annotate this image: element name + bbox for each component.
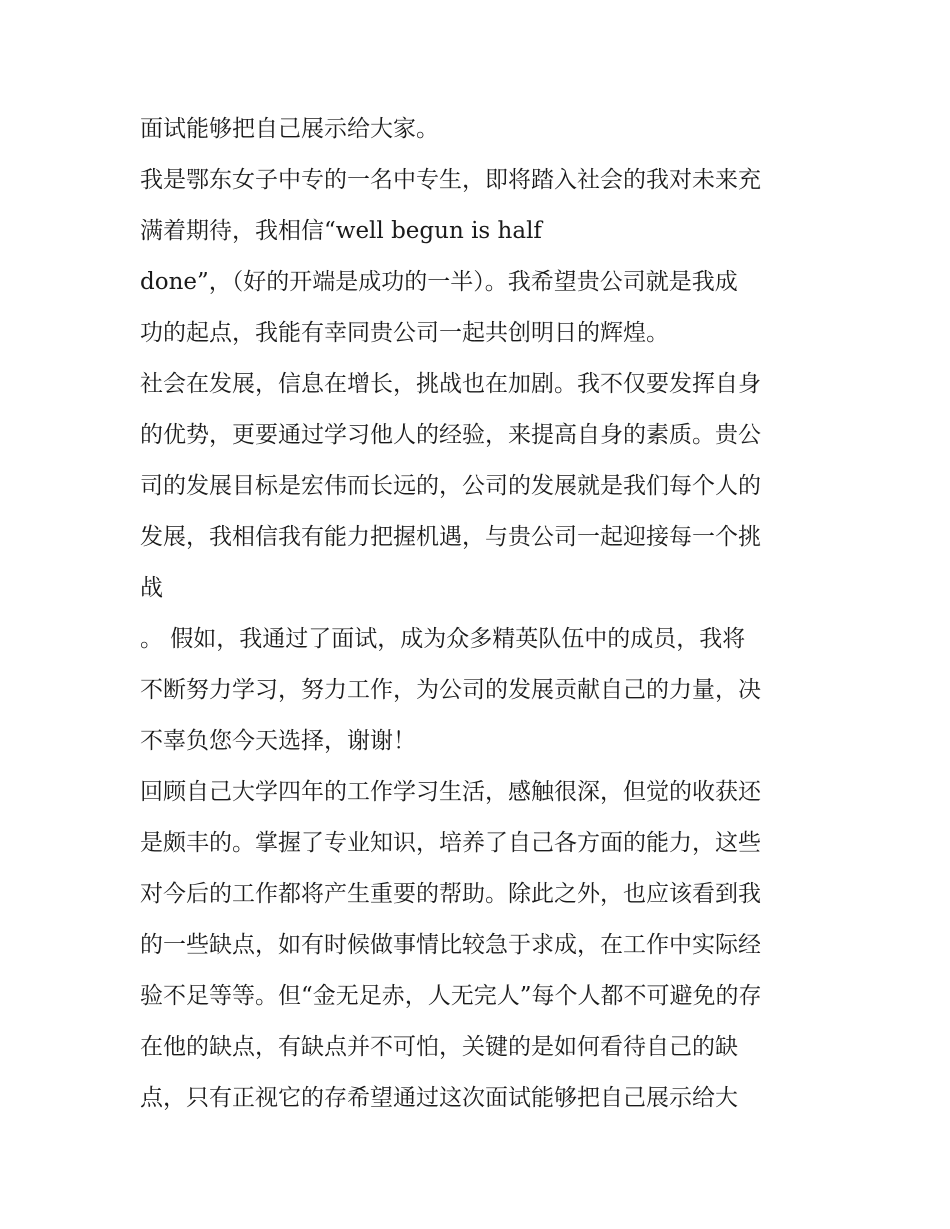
text-line: 是颇丰的。掌握了专业知识，培养了自己各方面的能力，这些 [140,830,761,856]
text-line: 点，只有正视它的存希望通过这次面试能够把自己展示给大 [140,1085,738,1111]
text-line: 回顾自己大学四年的工作学习生活，感触很深，但觉的收获还 [140,779,761,805]
text-line: 不断努力学习，努力工作，为公司的发展贡献自己的力量，决 [140,677,761,703]
text-line: 功的起点，我能有幸同贵公司一起共创明日的辉煌。 [140,320,669,346]
text-line: 。 假如，我通过了面试，成为众多精英队伍中的成员，我将 [140,626,746,652]
text-line: 的一些缺点，如有时候做事情比较急于求成，在工作中实际经 [140,932,761,958]
text-line: 在他的缺点，有缺点并不可怕，关键的是如何看待自己的缺 [140,1034,738,1060]
text-line: 我是鄂东女子中专的一名中专生，即将踏入社会的我对未来充 [140,167,761,193]
text-line: 面试能够把自己展示给大家。 [140,116,439,142]
document-body [140,104,820,1124]
text-line: 发展，我相信我有能力把握机遇，与贵公司一起迎接每一个挑 [140,524,761,550]
text-line: 司的发展目标是宏伟而长远的，公司的发展就是我们每个人的 [140,473,761,499]
text-line: 对今后的工作都将产生重要的帮助。除此之外，也应该看到我 [140,881,761,907]
text-line: 不辜负您今天选择，谢谢！ [140,728,416,754]
text-line: 验不足等等。但“金无足赤，人无完人”每个人都不可避免的存 [140,983,762,1009]
text-line: done”，（好的开端是成功的一半）。我希望贵公司就是我成 [140,269,738,295]
text-line: 战 [140,575,163,601]
text-line: 的优势，更要通过学习他人的经验，来提高自身的素质。贵公 [140,422,761,448]
text-line: 满着期待，我相信“well begun is half [140,218,542,244]
text-line: 社会在发展，信息在增长，挑战也在加剧。我不仅要发挥自身 [140,371,761,397]
